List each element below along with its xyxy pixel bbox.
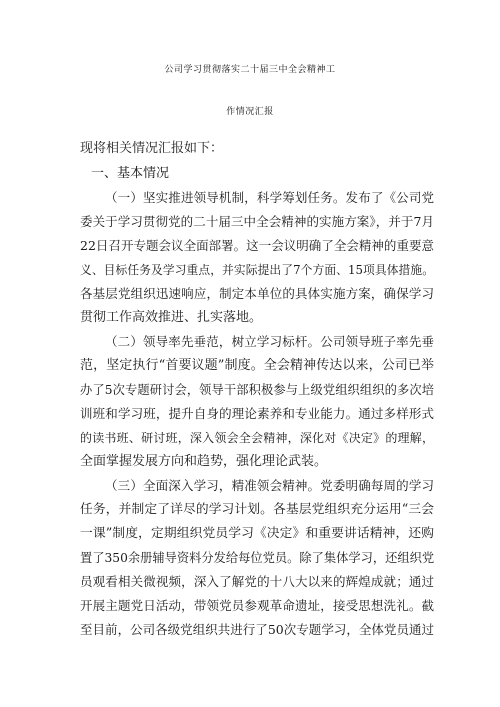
paragraph-line: 的读书班、研讨班，深入领会全会精神，深化对《决定》的理解， [80,431,434,445]
paragraph-line: 开展主题党日活动，带领党员参观革命遗址，接受思想洗礼。截 [80,598,434,613]
paragraph-line: 22日召开专题会议全面部署。这一会议明确了全会精神的重要意 [80,238,434,253]
paragraph-line: 贯彻工作高效推进、扎实落地。 [80,310,263,325]
paragraph-line: 委关于学习贯彻党的二十届三中全会精神的实施方案》，并于7月 [80,214,434,229]
paragraph-line: （一）坚实推进领导机制，科学筹划任务。发布了《公司党 [105,190,434,205]
paragraph-line: 训班和学习班，提升自身的理论素养和专业能力。通过多样形式 [80,406,434,421]
section-heading-basic-info: 一、基本情况 [91,166,170,181]
paragraph-line: 任务，并制定了详尽的学习计划。各基层党组织充分运用“三会 [80,502,434,517]
paragraph-line: 各基层党组织迅速响应，制定本单位的具体实施方案，确保学习 [80,286,434,301]
paragraph-line: 员观看相关微视频，深入了解党的十八大以来的辉煌成就；通过 [80,574,434,589]
paragraph-line: 范，坚定执行“首要议题”制度。全会精神传达以来，公司已举 [80,358,434,373]
document-title-line-1: 公司学习贯彻落实二十届三中全会精神工 [164,65,336,75]
paragraph-line: （三）全面深入学习，精准领会精神。党委明确每周的学习 [105,478,434,493]
paragraph-line: （二）领导率先垂范，树立学习标杆。公司领导班子率先垂 [105,334,434,349]
document-title-line-2: 作情况汇报 [226,107,274,117]
paragraph-line: 办了5次专题研讨会，领导干部积极参与上级党组织组织的多次培 [80,383,434,397]
paragraph-line: 一课”制度，定期组织党员学习《决定》和重要讲话精神，还购 [80,526,434,541]
paragraph-line: 置了350余册辅导资料分发给每位党员。除了集体学习，还组织党 [80,551,435,565]
paragraph-line: 至目前，公司各级党组织共进行了50次专题学习，全体党员通过 [80,622,434,637]
paragraph-line: 义、目标任务及学习重点，并实际提出了7个方面、15项具体措施。 [80,263,434,277]
intro-text: 现将相关情况汇报如下： [80,141,224,156]
paragraph-line: 全面掌握发展方向和趋势，强化理论武装。 [80,454,328,469]
